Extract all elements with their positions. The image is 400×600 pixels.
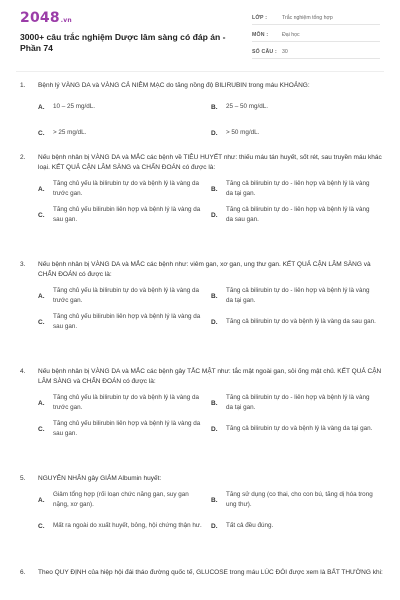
- logo-suffix: .vn: [60, 17, 72, 24]
- header: [0, 0, 400, 66]
- option-letter: B.: [211, 103, 218, 111]
- option-text: Tất cả đều đúng.: [226, 522, 274, 529]
- option-text: > 50 mg/dL.: [226, 129, 260, 136]
- question-text: Nếu bệnh nhân bị VÀNG DA và MẮC các bệnh gây TẮC MẬT như: tắc mật ngoài gan, sỏi ống mật chủ. KẾT QUẢ CẬN LÂM SÀNG và CHẨN ĐOÁN có được là:: [38, 368, 382, 385]
- option-c[interactable]: [38, 312, 211, 332]
- question-number: 4.: [20, 368, 26, 375]
- option-letter: A.: [38, 399, 45, 407]
- meta-box: [252, 11, 380, 62]
- option-text: 10 – 25 mg/dL.: [53, 103, 96, 110]
- question-number: 5.: [20, 475, 26, 482]
- option-letter: C.: [38, 318, 45, 326]
- option-text: Mất ra ngoài do xuất huyết, bỏng, hội chứng thận hư.: [53, 522, 202, 529]
- site-logo[interactable]: [20, 10, 72, 26]
- option-c[interactable]: [38, 516, 211, 536]
- option-letter: A.: [38, 496, 45, 504]
- option-c[interactable]: [38, 205, 211, 225]
- options: [20, 490, 384, 542]
- question-header: [20, 568, 384, 578]
- option-letter: C.: [38, 129, 45, 137]
- question-header: [20, 474, 384, 484]
- question-header: [20, 367, 384, 387]
- question-number: 3.: [20, 261, 26, 268]
- meta-value: 30: [282, 48, 288, 55]
- meta-label: SỐ CÂU :: [252, 48, 277, 55]
- question-text: Nếu bệnh nhân bị VÀNG DA và MẮC các bệnh về TIÊU HUYẾT như: thiếu máu tán huyết, sốt rét, sau truyền máu khác loại. KẾT QUẢ CẬN LÂM SÀNG và CHẨN ĐOÁN có được là:: [38, 154, 382, 171]
- options: [20, 286, 384, 338]
- option-text: Giảm tổng hợp (rối loạn chức năng gan, suy gan nặng, xơ gan).: [53, 491, 189, 508]
- option-text: Tăng cả bilirubin tự do - liên hợp và bệnh lý là vàng da tại gan.: [226, 287, 370, 304]
- option-a[interactable]: [38, 97, 211, 117]
- option-text: Tăng cả bilirubin tự do - liên hợp và bệnh lý là vàng da tại gan.: [226, 180, 370, 197]
- option-d[interactable]: [211, 205, 384, 225]
- option-b[interactable]: [211, 286, 384, 306]
- option-letter: B.: [211, 292, 218, 300]
- option-letter: D.: [211, 425, 218, 433]
- page-title: 3000+ câu trắc nghiệm Dược lâm sàng có đáp án - Phần 74: [20, 32, 226, 53]
- option-a[interactable]: [38, 393, 211, 413]
- question-6: [20, 568, 384, 578]
- header-divider: [16, 71, 384, 72]
- options: [20, 393, 384, 445]
- option-text: Tăng chủ yếu bilirubin liên hợp và bệnh lý là vàng da sau gan.: [53, 313, 201, 330]
- option-c[interactable]: [38, 123, 211, 143]
- meta-row-subject: [252, 28, 380, 42]
- option-letter: A.: [38, 292, 45, 300]
- option-letter: B.: [211, 496, 218, 504]
- option-letter: C.: [38, 522, 45, 530]
- option-letter: B.: [211, 185, 218, 193]
- question-text: Bệnh lý VÀNG DA và VÀNG CẢ NIÊM MẠC do tăng nồng độ BILIRUBIN trong máu KHOẢNG:: [38, 82, 310, 89]
- option-letter: D.: [211, 211, 218, 219]
- question-text: Nếu bệnh nhân bị VÀNG DA và MẮC các bệnh như: viêm gan, xơ gan, ung thư gan. KẾT QUẢ CẬN LÂM SÀNG và CHẨN ĐOÁN có được là:: [38, 261, 371, 278]
- question-5: [20, 474, 384, 542]
- meta-label: LỚP :: [252, 14, 268, 21]
- option-text: Tăng chủ yếu là bilirubin tự do và bệnh lý là vàng da trước gan.: [53, 394, 199, 411]
- question-3: [20, 260, 384, 338]
- option-text: Tăng chủ yếu là bilirubin tự do và bệnh lý là vàng da trước gan.: [53, 180, 199, 197]
- question-2: [20, 153, 384, 231]
- option-d[interactable]: [211, 123, 384, 143]
- option-text: Tăng cả bilirubin tự do - liên hợp và bệnh lý là vàng da sau gan.: [226, 206, 370, 223]
- option-text: 25 – 50 mg/dL.: [226, 103, 269, 110]
- option-text: > 25 mg/dL.: [53, 129, 87, 136]
- option-c[interactable]: [38, 419, 211, 439]
- option-d[interactable]: [211, 419, 384, 439]
- option-a[interactable]: [38, 179, 211, 199]
- options: [20, 179, 384, 231]
- question-number: 2.: [20, 154, 26, 161]
- option-letter: C.: [38, 425, 45, 433]
- option-letter: A.: [38, 185, 45, 193]
- option-letter: D.: [211, 129, 218, 137]
- meta-label: MÔN :: [252, 31, 269, 38]
- option-a[interactable]: [38, 490, 211, 510]
- option-letter: D.: [211, 318, 218, 326]
- option-text: Tăng cả bilirubin tự do và bệnh lý là vàng da tại gan.: [226, 425, 373, 432]
- meta-value: Đại học: [282, 31, 300, 38]
- question-header: [20, 260, 384, 280]
- option-b[interactable]: [211, 393, 384, 413]
- option-letter: A.: [38, 103, 45, 111]
- option-text: Tăng chủ yếu là bilirubin tự do và bệnh lý là vàng da trước gan.: [53, 287, 199, 304]
- option-d[interactable]: [211, 312, 384, 332]
- logo-text: 2048: [20, 10, 60, 26]
- option-a[interactable]: [38, 286, 211, 306]
- option-text: Tăng cả bilirubin tự do và bệnh lý là vàng da sau gan.: [226, 318, 376, 325]
- question-number: 1.: [20, 82, 26, 89]
- option-text: Tăng cả bilirubin tự do - liên hợp và bệnh lý là vàng da tại gan.: [226, 394, 370, 411]
- question-1: [20, 81, 384, 149]
- meta-row-count: [252, 45, 380, 59]
- option-text: Tăng chủ yếu bilirubin liên hợp và bệnh lý là vàng da sau gan.: [53, 206, 201, 223]
- option-text: Tăng sử dụng (co thai, cho con bú, tăng dị hóa trong ung thư).: [226, 491, 373, 508]
- meta-value: Trắc nghiệm tổng hợp: [282, 14, 333, 21]
- question-text: NGUYÊN NHÂN gây GIẢM Albumin huyết:: [38, 475, 162, 482]
- question-number: 6.: [20, 569, 26, 576]
- option-b[interactable]: [211, 490, 384, 510]
- meta-row-class: [252, 11, 380, 25]
- options: [20, 97, 384, 149]
- option-b[interactable]: [211, 179, 384, 199]
- option-text: Tăng chủ yếu bilirubin liên hợp và bệnh lý là vàng da sau gan.: [53, 420, 201, 437]
- option-letter: C.: [38, 211, 45, 219]
- question-header: [20, 81, 384, 91]
- option-d[interactable]: [211, 516, 384, 536]
- option-b[interactable]: [211, 97, 384, 117]
- option-letter: B.: [211, 399, 218, 407]
- question-header: [20, 153, 384, 173]
- question-4: [20, 367, 384, 445]
- question-text: Theo QUY ĐỊNH của hiệp hội đái tháo đường quốc tế, GLUCOSE trong máu LÚC ĐÓI được xem là BẤT THƯỜNG khi:: [38, 569, 383, 576]
- option-letter: D.: [211, 522, 218, 530]
